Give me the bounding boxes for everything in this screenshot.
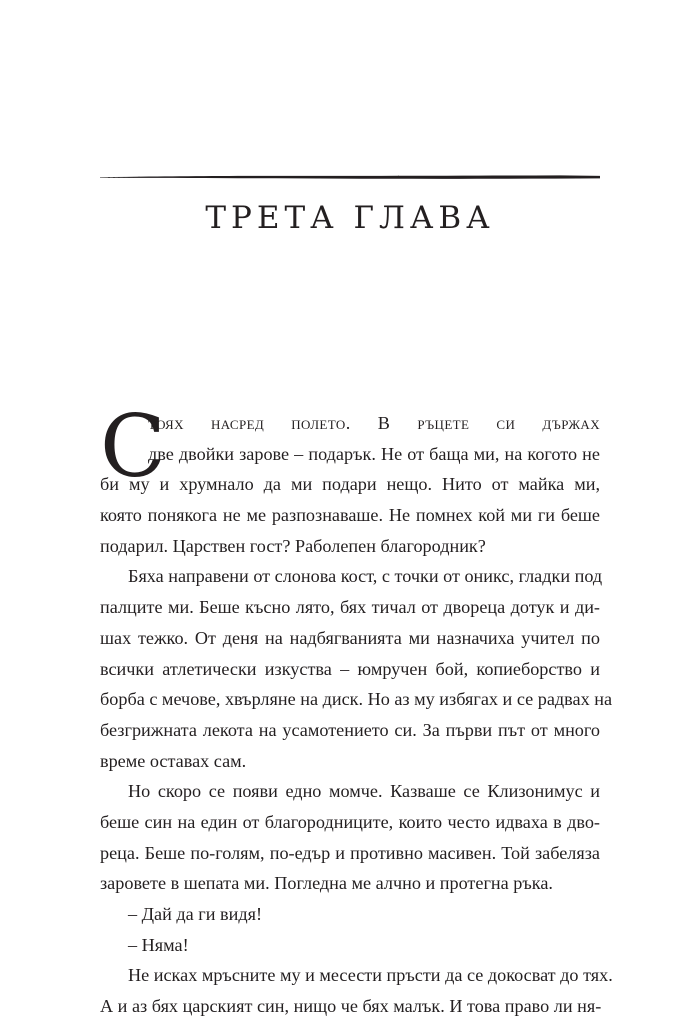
text-line: подарил. Царствен гост? Раболепен благородник? — [100, 535, 486, 556]
text-line: тоях насред полето. В ръцете си държах — [148, 413, 600, 433]
dialogue-line: – Няма! — [128, 934, 189, 955]
text-line: Бяха направени от слонова кост, с точки от оникс, гладки под — [128, 566, 603, 587]
dialogue-line: – Дай да ги видя! — [128, 904, 263, 924]
text-line: борба с мечове, хвърляне на диск. Но аз му избягах и се радвах на — [100, 689, 613, 710]
text-line: заровете в шепата ми. Погледна ме алчно и протегна ръка. — [100, 873, 553, 894]
text-line: която понякога не ме разпознаваше. Не помнех кой ми ги беше — [100, 505, 600, 526]
drop-cap: С — [100, 397, 166, 497]
chapter-title: ТРЕТА ГЛАВА — [205, 200, 495, 236]
text-line: две двойки зарове – подарък. Не от баща ми, на когото не — [148, 443, 600, 464]
chapter-divider-rule — [100, 172, 600, 182]
text-line: реца. Беше по-голям, по-едър и противно масивен. Той забеляза — [100, 842, 600, 863]
text-line: би му и хрумнало да ми подари нещо. Нито от майка ми, — [100, 474, 600, 495]
text-line: безгрижната лекота на усамотението си. За първи път от много — [100, 719, 600, 740]
text-line: беше син на един от благородниците, които често идваха в дво- — [100, 811, 600, 832]
text-line: време оставах сам. — [100, 750, 247, 771]
text-line: Но скоро се появи едно момче. Казваше се Клизонимус и — [128, 781, 600, 802]
text-line: А и аз бях царският син, нищо че бях малък. И това право ли ня- — [100, 996, 602, 1017]
text-line: шах тежко. От деня на надбягванията ми назначиха учител по — [100, 627, 600, 648]
text-line: палците ми. Беше късно лято, бях тичал от двореца дотук и ди- — [100, 597, 600, 618]
text-line: Не исках мръсните му и месести пръсти да се докосват до тях. — [128, 965, 613, 986]
body-text — [100, 397, 613, 1022]
text-line: всички атлетически изкуства – юмручен бой, копиеборство и — [100, 658, 600, 679]
